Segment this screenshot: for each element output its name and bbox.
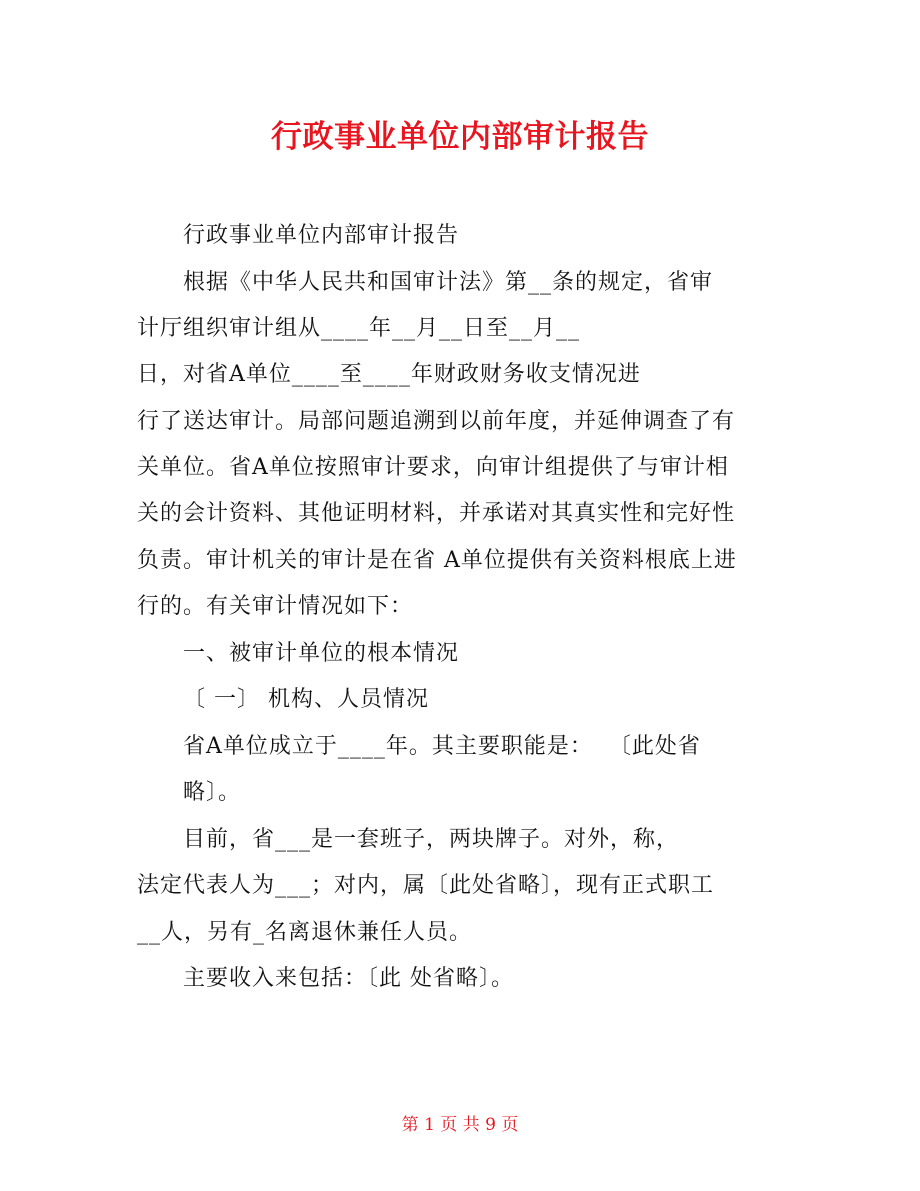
document-title: 行政事业单位内部审计报告 [271, 119, 649, 155]
paragraph-line: 目前，省___是一套班子，两块牌子。对外，称， [183, 827, 680, 852]
paragraph-line: 行的。有关审计情况如下： [137, 594, 414, 619]
paragraph-line: 法定代表人为___；对内，属〔此处省略〕，现有正式职工 [137, 873, 715, 898]
paragraph-line: 计厅组织审计组从____年__月__日至__月__ [137, 316, 581, 341]
paragraph-line: 略〕。 [183, 780, 242, 805]
subsection-heading: 〔 一〕 机构、人员情况 [183, 687, 429, 712]
page-footer: 第 1 页 共 9 页 [401, 1115, 519, 1135]
paragraph-line: 关单位。省A单位按照审计要求，向审计组提供了与审计相 [137, 455, 729, 480]
paragraph-line: 省A单位成立于____年。其主要职能是： 〔此处省 [183, 734, 701, 759]
paragraph-line: 根据《中华人民共和国审计法》第__条的规定，省审 [183, 270, 714, 295]
subtitle-line: 行政事业单位内部审计报告 [183, 223, 460, 248]
paragraph-line: 行了送达审计。局部问题追溯到以前年度，并延伸调查了有 [137, 409, 736, 434]
section-heading: 一、被审计单位的根本情况 [183, 641, 460, 666]
paragraph-line: 日，对省A单位____至____年财政财务收支情况进 [137, 362, 641, 387]
paragraph-line: 负责。审计机关的审计是在省 A单位提供有关资料根底上进 [137, 548, 737, 573]
paragraph-line: __人，另有_名离退休兼任人员。 [137, 920, 473, 945]
paragraph-line: 主要收入来包括：〔此 处省略〕。 [183, 966, 514, 991]
paragraph-line: 关的会计资料、其他证明材料，并承诺对其真实性和完好性 [137, 501, 736, 526]
